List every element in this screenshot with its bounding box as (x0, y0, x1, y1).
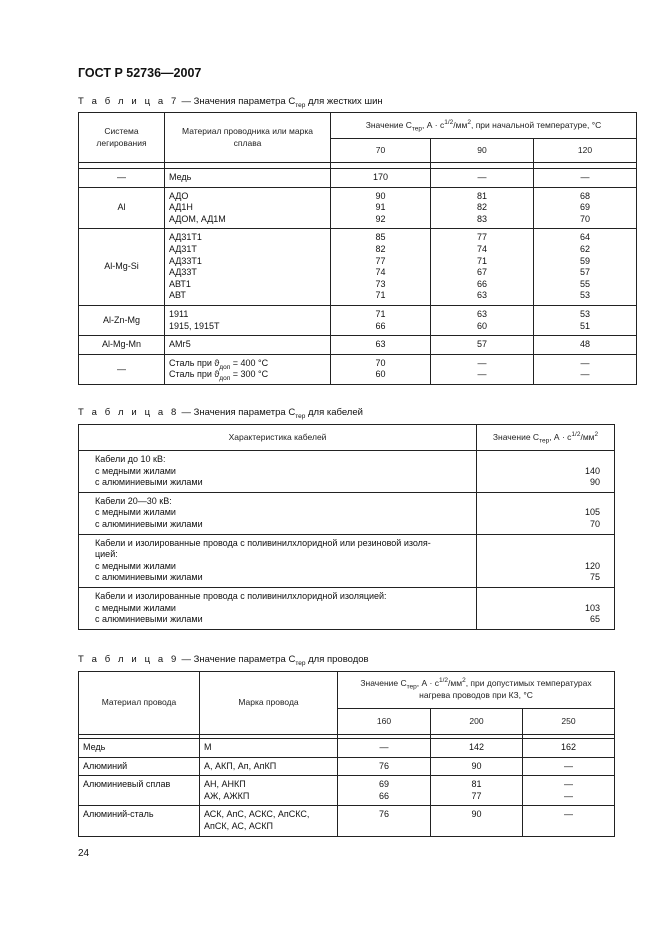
table-cell: 73 (375, 278, 386, 289)
table-cell: 120 (584, 560, 600, 571)
table9-caption (78, 654, 369, 665)
table8-caption-text: — Значения параметра C (178, 407, 296, 418)
t9-v160-cell (338, 739, 431, 758)
table-cell: 66 (378, 790, 389, 801)
table-cell: 63 (476, 290, 487, 301)
t9-v250-cell (523, 806, 615, 836)
t7-hv-sup: 1/2 (444, 118, 454, 126)
table-row (79, 187, 637, 229)
table-row (79, 587, 615, 629)
table8-caption-number: Т а б л и ц а 8 (78, 407, 179, 418)
t9-brand-cell (200, 776, 338, 806)
t8-char-cell (79, 587, 477, 629)
table-cell: 70 (589, 518, 600, 529)
table-cell: 65 (589, 614, 600, 625)
table-cell: 142 (468, 742, 485, 752)
t7-steel-l2-post: = 300 °С (230, 369, 269, 380)
t7-header-material: Материал проводника или марка сплава (165, 113, 331, 163)
t7-material-cell (165, 336, 331, 355)
t8-group-title-cont: цией: (95, 549, 118, 560)
spacer (481, 454, 600, 466)
table-cell: АН, АНКП (204, 779, 246, 790)
table-cell: — (477, 357, 487, 368)
t8-value-cell (477, 451, 615, 493)
table-cell: 76 (378, 809, 389, 820)
table7-caption-text: — Значения параметра C (178, 96, 296, 107)
table-cell: 48 (579, 339, 590, 350)
table-cell: — (564, 779, 574, 790)
table-cell: 76 (378, 760, 389, 771)
t7-header-temp: 70 (331, 139, 431, 163)
t9-hv-line2: нагрева проводов при КЗ, °С (419, 690, 533, 700)
t8-value-cell (477, 587, 615, 629)
t8-line-aluminium: с алюминиевыми жилами (95, 518, 203, 529)
table8-caption (78, 407, 363, 418)
t7-v120-cell (534, 305, 637, 335)
t8-group-title: Кабели и изолированные провода с поливинилхлоридной или резиновой изоля- (95, 537, 431, 548)
table-cell: 71 (375, 308, 386, 319)
table-cell: — (564, 760, 574, 771)
t7-steel-l1-post: = 400 °С (230, 357, 269, 368)
t9-header-temp: 200 (431, 709, 523, 735)
t9-material-cell: Медь (79, 739, 200, 758)
t7-hv-sub: тер (411, 125, 423, 133)
spacer (481, 591, 600, 603)
t8-header-char: Характеристика кабелей (79, 425, 477, 451)
t7-steel-l1-sub: доп (219, 363, 231, 371)
table-cell: 63 (476, 308, 487, 319)
table-cell: 75 (589, 572, 600, 583)
table-row (79, 305, 637, 335)
t8-char-cell (79, 451, 477, 493)
t8-header-value (477, 425, 615, 451)
t7-v70-cell (331, 187, 431, 229)
t8-line-copper: с медными жилами (95, 507, 176, 518)
t9-header-temp: 250 (523, 709, 615, 735)
table9-caption-sub: тер (295, 659, 306, 667)
t8-line-copper: с медными жилами (95, 465, 176, 476)
table-cell: 69 (378, 779, 389, 790)
table-7 (78, 112, 637, 385)
table-cell: — (379, 742, 389, 752)
table-cell: — (477, 369, 487, 380)
table-cell: 64 (579, 232, 590, 243)
t9-header-material: Материал провода (79, 672, 200, 735)
t8-line-aluminium: с алюминиевыми жилами (95, 572, 203, 583)
table-cell: 66 (375, 320, 386, 331)
table-cell: АВТ (169, 290, 186, 301)
table-cell: АД1Н (169, 202, 193, 213)
table-cell: — (477, 172, 487, 182)
table-9 (78, 671, 615, 837)
table-cell: 53 (579, 308, 590, 319)
table-cell: 81 (476, 190, 487, 201)
t9-v160-cell (338, 776, 431, 806)
table-cell: 68 (579, 190, 590, 201)
table-cell: АЖ, АЖКП (204, 790, 250, 801)
t8-line-aluminium: с алюминиевыми жилами (95, 477, 203, 488)
t9-hv-post: , при допустимых температурах (465, 678, 592, 689)
t8-hv-pre: Значение C (492, 431, 540, 442)
t7-steel-v120 (534, 354, 637, 384)
table9-caption-text: — Значение параметра C (178, 654, 296, 665)
t8-group-title: Кабели 20—30 кВ: (95, 495, 172, 506)
table-cell: 66 (476, 278, 487, 289)
table-cell: 63 (375, 339, 386, 350)
t8-group-title: Кабели и изолированные провода с поливинилхлоридной изоляцией: (95, 590, 387, 601)
spacer (481, 549, 600, 561)
page-number: 24 (78, 848, 90, 859)
table-cell: АМг5 (169, 339, 191, 350)
t7-material-cell (165, 305, 331, 335)
t9-material-cell: Алюминиевый сплав (79, 776, 200, 806)
t9-v200-cell (431, 806, 523, 836)
t7-v90-cell (431, 229, 534, 306)
t9-brand-cell (200, 806, 338, 836)
table-row (79, 534, 615, 587)
t7-v120-cell (534, 229, 637, 306)
table-cell: 59 (579, 255, 590, 266)
table-cell: — (580, 369, 590, 380)
t8-hv-mid: , А · с (549, 431, 572, 442)
table7-caption-number: Т а б л и ц а 7 (78, 96, 179, 107)
table-cell: 140 (584, 465, 600, 476)
table-cell: 82 (476, 202, 487, 213)
table7-caption-tail: для жестких шин (305, 96, 383, 107)
table-cell: 90 (471, 809, 482, 820)
t7-material-cell (165, 169, 331, 188)
table-cell: 77 (471, 790, 482, 801)
table-8 (78, 424, 615, 630)
table-cell: АДО (169, 190, 189, 201)
t9-v200-cell (431, 776, 523, 806)
t8-hv-sup: 1/2 (571, 430, 581, 438)
table-cell: 53 (579, 290, 590, 301)
t7-steel-materials (165, 354, 331, 384)
t7-system-cell: — (79, 169, 165, 188)
table9-caption-tail: для проводов (305, 654, 369, 665)
t8-hv-mid2: /мм (580, 431, 595, 442)
table8-caption-tail: для кабелей (305, 407, 363, 418)
t9-header-temp: 160 (338, 709, 431, 735)
t7-system-cell: Al (79, 187, 165, 229)
table-cell: 74 (375, 267, 386, 278)
table-cell: 85 (375, 232, 386, 243)
t8-value-cell (477, 534, 615, 587)
table-row (79, 739, 615, 758)
table-cell (342, 821, 426, 833)
table-cell: Медь (169, 172, 192, 182)
t9-v250-cell (523, 739, 615, 758)
t9-hv-sup: 1/2 (438, 677, 449, 685)
table-cell: 60 (375, 369, 386, 380)
table-cell: 62 (579, 243, 590, 254)
t9-v250-cell (523, 757, 615, 776)
table-cell: 105 (584, 507, 600, 518)
table-cell: 51 (579, 320, 590, 331)
table-cell (435, 821, 518, 833)
t7-v120-cell (534, 187, 637, 229)
t9-hv-pre: Значение C (360, 678, 407, 689)
t7-material-cell (165, 187, 331, 229)
table8-caption-sub: тер (295, 412, 306, 420)
t7-system-cell: Al-Mg-Si (79, 229, 165, 306)
t8-char-cell (79, 492, 477, 534)
t7-steel-l2-sub: доп (219, 375, 231, 383)
t9-hv-mid: , А · с (416, 678, 439, 689)
t7-v90-cell (431, 336, 534, 355)
t9-header-brand: Марка провода (200, 672, 338, 735)
t9-material-cell: Алюминий-сталь (79, 806, 200, 836)
table-cell: 90 (589, 477, 600, 488)
table-row (79, 492, 615, 534)
table-cell: М (204, 742, 212, 752)
table-cell: АДОМ, АД1М (169, 213, 226, 224)
table-row (79, 229, 637, 306)
table-cell: — (564, 790, 574, 801)
spacer (481, 496, 600, 508)
table-cell: АД31Т (169, 243, 197, 254)
table-row (79, 806, 615, 836)
table-cell: 103 (584, 602, 600, 613)
t9-v160-cell (338, 806, 431, 836)
document-title: ГОСТ Р 52736—2007 (78, 66, 202, 80)
t9-v200-cell (431, 757, 523, 776)
t7-hv-mid: , А · с (422, 119, 445, 130)
table-cell: 55 (579, 278, 590, 289)
table-cell: 92 (375, 213, 386, 224)
t7-steel-system: — (79, 354, 165, 384)
table-cell: — (564, 809, 574, 820)
table-cell: 71 (375, 290, 386, 301)
table-cell: 57 (579, 267, 590, 278)
t9-hv-sub: тер (406, 684, 417, 692)
t8-char-cell (79, 534, 477, 587)
table-cell: 70 (375, 357, 386, 368)
t7-v70-cell (331, 229, 431, 306)
table-cell: — (580, 172, 590, 182)
spacer (481, 538, 600, 550)
table-cell: 91 (375, 202, 386, 213)
t9-hv-sup2: 2 (462, 677, 466, 685)
table-cell: 1911 (169, 308, 189, 319)
t7-steel-l2-pre: Сталь при ϑ (169, 369, 220, 380)
table-cell: 77 (476, 232, 487, 243)
table-cell: 81 (471, 779, 482, 790)
table-row (79, 169, 637, 188)
table-cell: 69 (579, 202, 590, 213)
t7-v120-cell (534, 169, 637, 188)
table-row (79, 776, 615, 806)
t8-line-aluminium: с алюминиевыми жилами (95, 614, 203, 625)
table-cell: АД31Т1 (169, 232, 202, 243)
table-cell: — (580, 357, 590, 368)
table-cell: 60 (476, 320, 487, 331)
t7-v90-cell (431, 187, 534, 229)
table-cell: АД33Т (169, 267, 197, 278)
t8-hv-sup2: 2 (594, 430, 599, 438)
table-cell: 1915, 1915Т (169, 320, 220, 331)
t7-steel-v90 (431, 354, 534, 384)
t7-steel-l1-pre: Сталь при ϑ (169, 357, 220, 368)
t9-v160-cell (338, 757, 431, 776)
t7-hv-post: , при начальной температуре, °С (470, 119, 602, 130)
t8-value-cell (477, 492, 615, 534)
t7-v70-cell (331, 336, 431, 355)
t7-system-cell: Al-Zn-Mg (79, 305, 165, 335)
table-row (79, 336, 637, 355)
table-row (79, 451, 615, 493)
t7-header-system: Система легирования (79, 113, 165, 163)
t7-header-value (331, 113, 637, 139)
t8-line-copper: с медными жилами (95, 560, 176, 571)
table-cell: 82 (375, 243, 386, 254)
table-row (79, 757, 615, 776)
t7-v70-cell (331, 169, 431, 188)
t7-header-temp: 120 (534, 139, 637, 163)
t7-v120-cell (534, 336, 637, 355)
t7-steel-v70 (331, 354, 431, 384)
t9-v200-cell (431, 739, 523, 758)
table-cell: 71 (476, 255, 487, 266)
table-cell: 170 (372, 172, 389, 182)
table-cell: АВТ1 (169, 278, 191, 289)
t8-line-copper: с медными жилами (95, 602, 176, 613)
t9-material-cell: Алюминий (79, 757, 200, 776)
t7-hv-mid2: /мм (453, 119, 468, 130)
t7-hv-pre: Значение C (365, 119, 412, 130)
t7-header-temp: 90 (431, 139, 534, 163)
table-cell: АСК, АпС, АСКС, АпСКС, (204, 809, 310, 820)
t9-brand-cell (200, 739, 338, 758)
table-cell: АД33Т1 (169, 255, 202, 266)
t7-material-cell (165, 229, 331, 306)
table-cell: 90 (375, 190, 386, 201)
table-cell (527, 821, 610, 833)
table-cell: 77 (375, 255, 386, 266)
t8-hv-sub: тер (539, 437, 550, 445)
table-cell: АпСК, АС, АСКП (204, 820, 273, 831)
t7-system-cell: Al-Mg-Mn (79, 336, 165, 355)
table-cell: 83 (476, 213, 487, 224)
table-cell: 90 (471, 760, 482, 771)
table7-caption (78, 96, 383, 107)
table9-caption-number: Т а б л и ц а 9 (78, 654, 179, 665)
table-cell: 70 (579, 213, 590, 224)
table7-caption-sub: тер (295, 101, 306, 109)
table-cell: 162 (561, 742, 577, 752)
table-cell: 74 (476, 243, 487, 254)
t9-hv-mid2: /мм (448, 678, 463, 689)
t9-brand-cell (200, 757, 338, 776)
t7-hv-sup2: 2 (467, 118, 471, 126)
t9-v250-cell (523, 776, 615, 806)
t7-v90-cell (431, 305, 534, 335)
t9-header-value (338, 672, 615, 709)
t7-v90-cell (431, 169, 534, 188)
t8-group-title: Кабели до 10 кВ: (95, 454, 166, 464)
table-cell: А, АКП, Ап, АпКП (204, 760, 277, 771)
table-cell: 57 (476, 339, 487, 350)
table-cell: 67 (476, 267, 487, 278)
t7-v70-cell (331, 305, 431, 335)
